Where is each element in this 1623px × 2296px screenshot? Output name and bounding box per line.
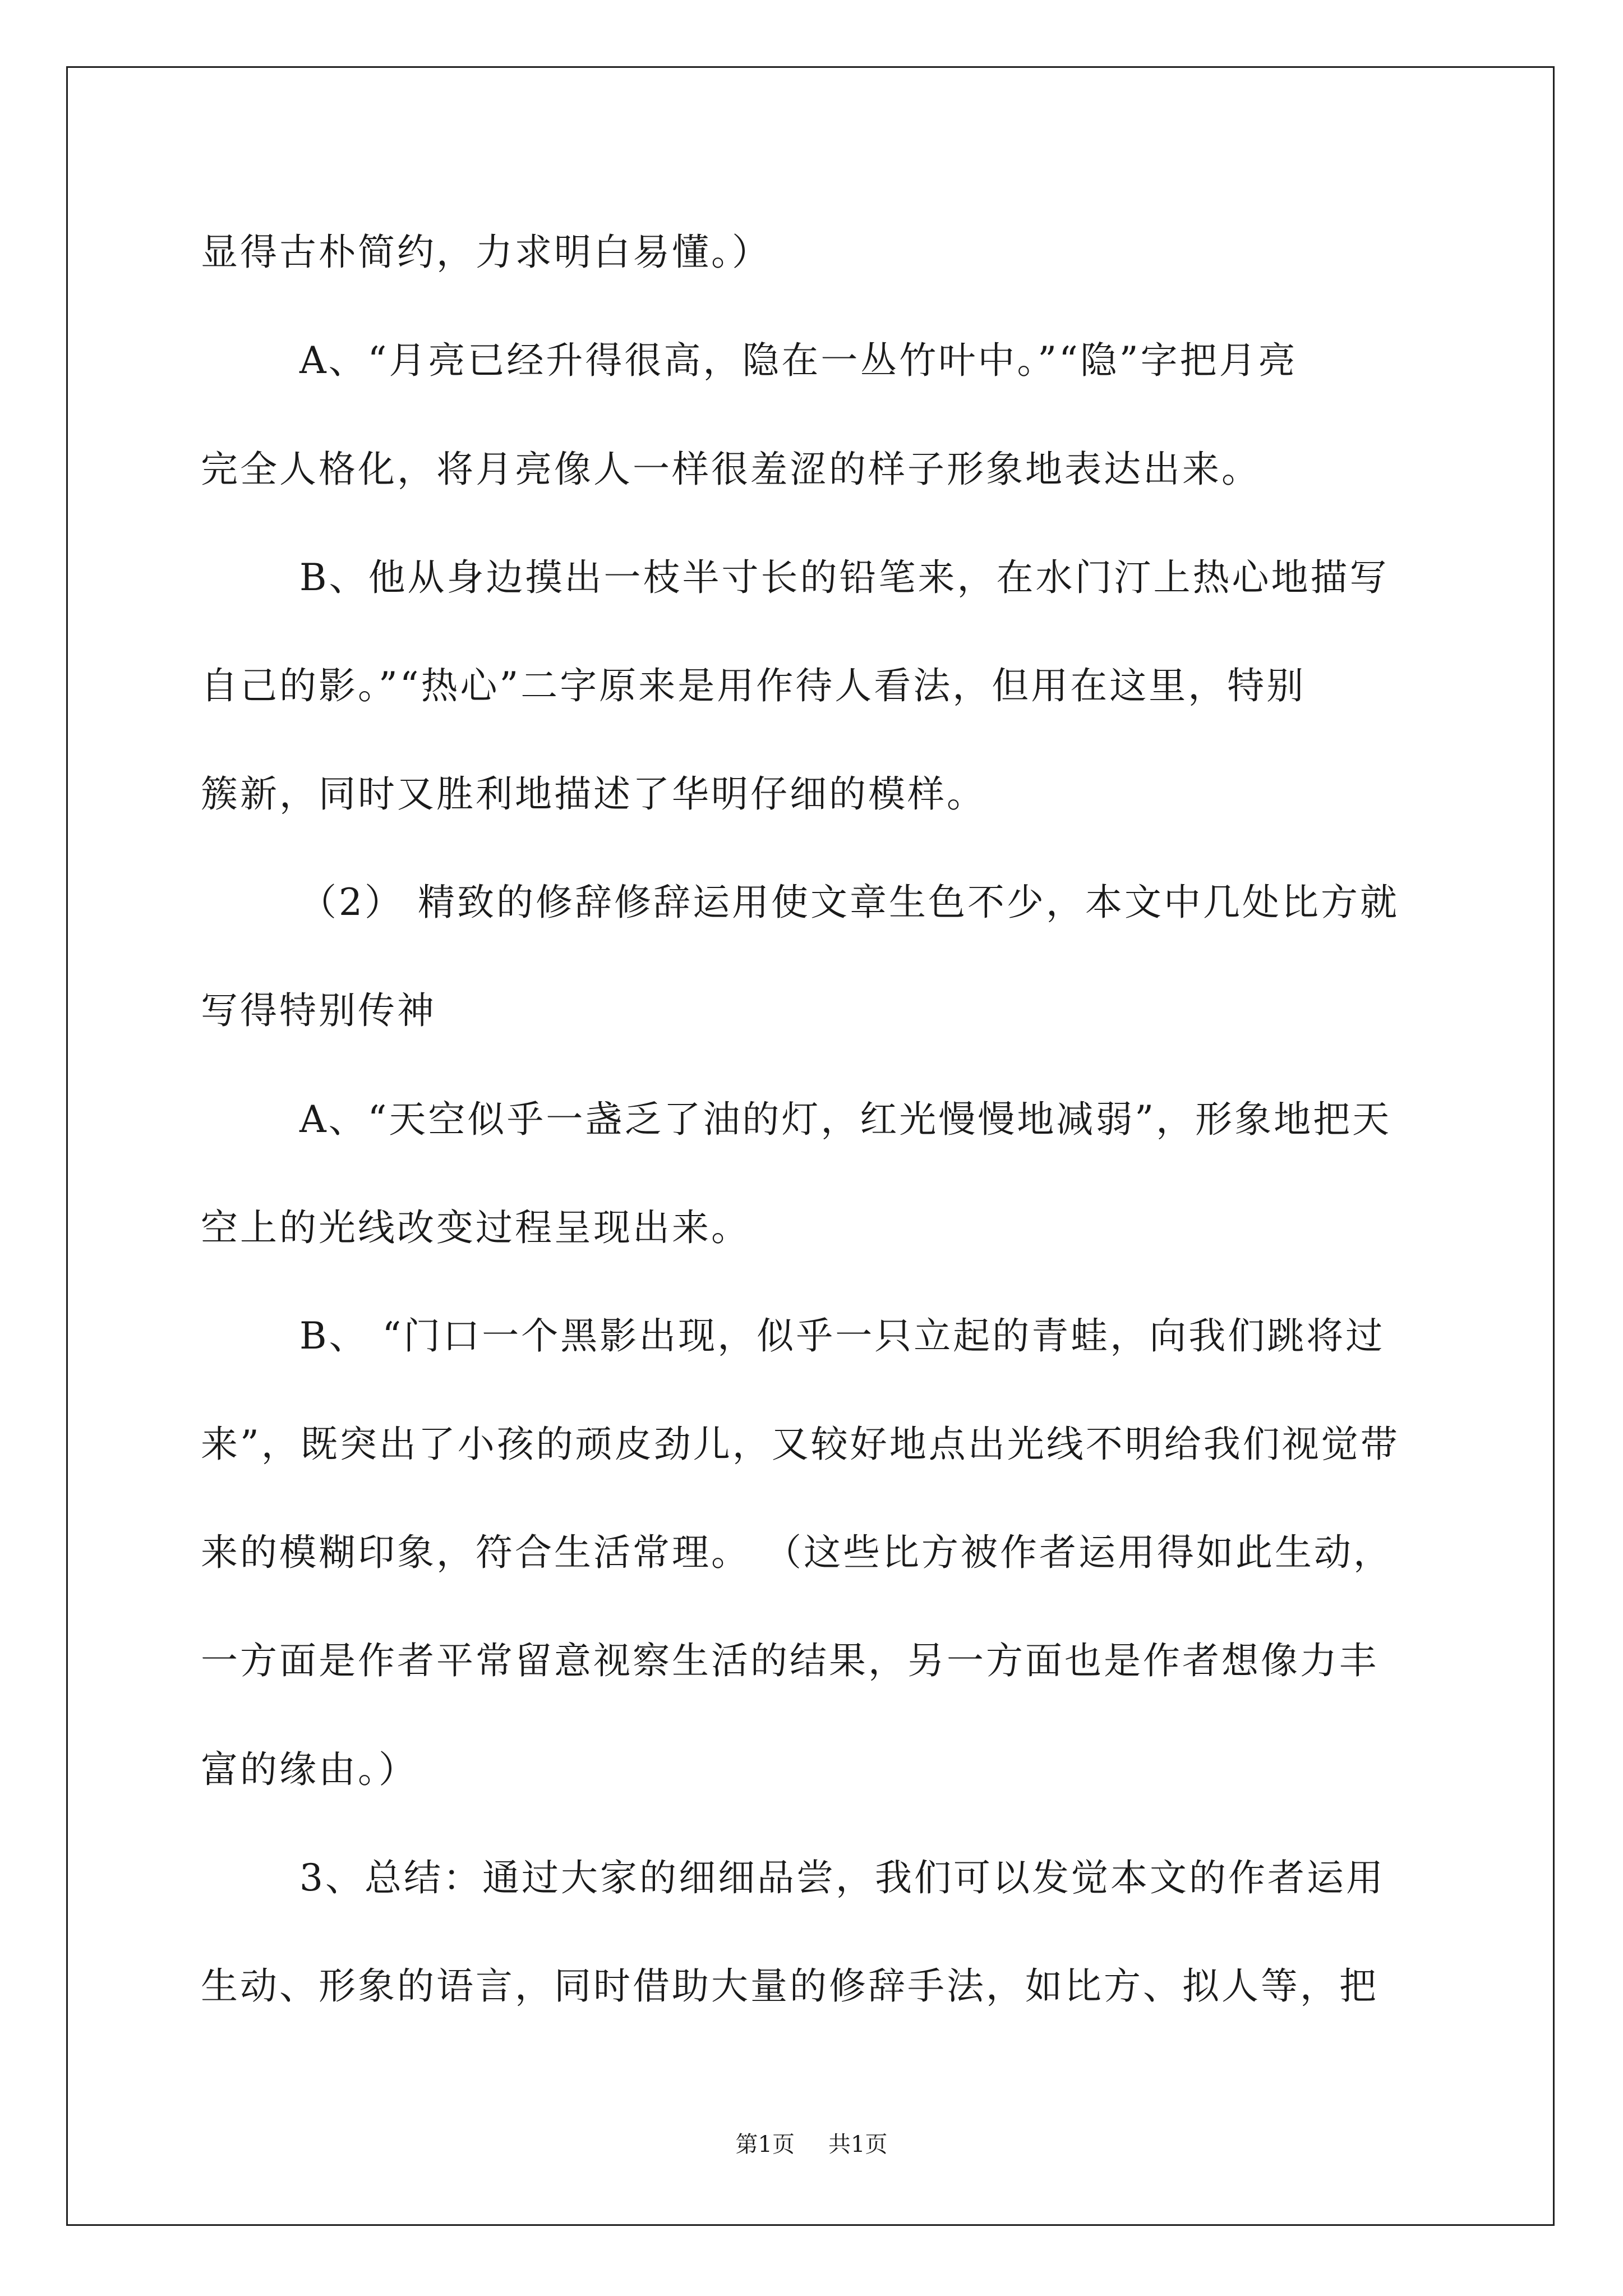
paragraph-line: 自己的影。”“热心”二字原来是用作待人看法，但用在这里，特别	[201, 664, 1306, 707]
paragraph-line: 富的缘由。）	[201, 1748, 418, 1791]
page-number: 第1页	[735, 2132, 795, 2157]
paragraph-line: 写得特别传神	[201, 989, 436, 1032]
paragraph-line: 完全人格化，将月亮像人一样很羞涩的样子形象地表达出来。	[201, 448, 1261, 491]
paragraph-line: 生动、形象的语言，同时借助大量的修辞手法，如比方、拟人等，把	[201, 1964, 1378, 2008]
paragraph-line: 空上的光线改变过程呈现出来。	[201, 1206, 750, 1249]
page-total: 共1页	[828, 2132, 888, 2157]
page-border	[66, 66, 1555, 2226]
paragraph-line: 3、总结：通过大家的细细品尝，我们可以发觉本文的作者运用	[299, 1856, 1385, 1899]
paragraph-line: 显得古朴简约，力求明白易懂。）	[201, 231, 771, 274]
paragraph-line: B、他从身边摸出一枝半寸长的铅笔来，在水门汀上热心地描写	[299, 556, 1389, 599]
paragraph-line: B、 “门口一个黑影出现，似乎一只立起的青蛙，向我们跳将过	[299, 1314, 1385, 1358]
page-footer	[0, 2131, 1623, 2159]
paragraph-line: 簇新，同时又胜利地描述了华明仔细的模样。	[201, 772, 986, 816]
paragraph-line: （2） 精致的修辞修辞运用使文章生色不少，本文中几处比方就	[299, 881, 1399, 924]
paragraph-line: A、“月亮已经升得很高，隐在一丛竹叶中。”“隐”字把月亮	[299, 339, 1298, 382]
paragraph-line: 来的模糊印象，符合生活常理。 （这些比方被作者运用得如此生动，	[201, 1531, 1393, 1574]
paragraph-line: 一方面是作者平常留意视察生活的结果，另一方面也是作者想像力丰	[201, 1639, 1378, 1682]
paragraph-line: 来”，既突出了小孩的顽皮劲儿，又较好地点出光线不明给我们视觉带	[201, 1423, 1400, 1466]
paragraph-line: A、“天空似乎一盏乏了油的灯，红光慢慢地减弱”，形象地把天	[299, 1098, 1392, 1141]
